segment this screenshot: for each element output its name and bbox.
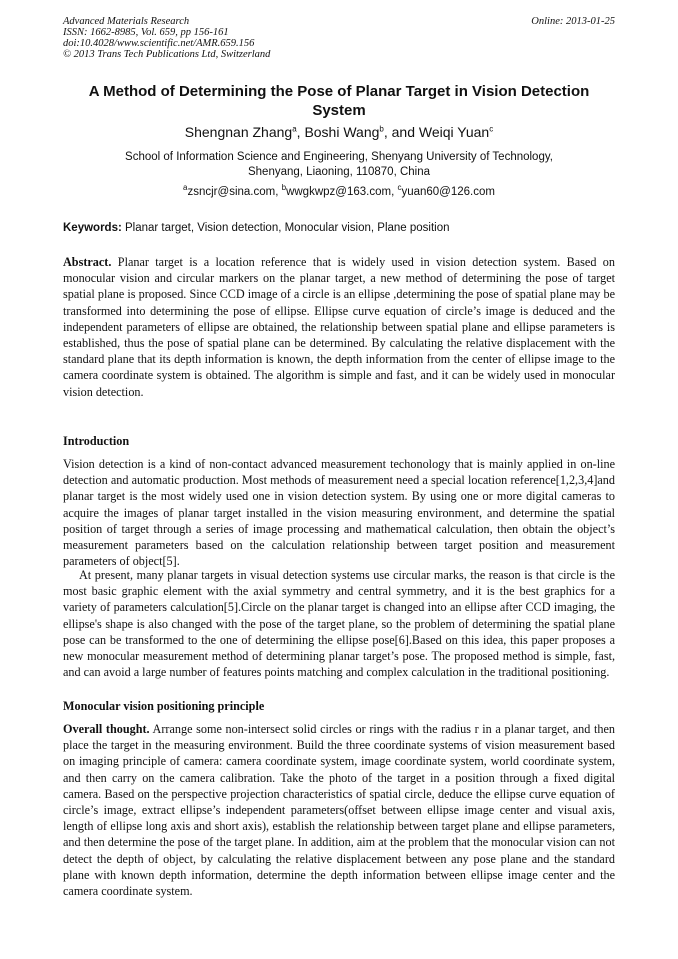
author-sup: a [292,124,297,134]
author-separator: , and [383,124,419,140]
paragraph-text: Arrange some non-intersect solid circles or rings with the radius r in a planar target, and then place the target in the measuring environment. Build the three coordinate systems of vision measurement based on imaging principle of camera: camera coordinate system, image coordinate system, world coordinate system, and then carry on the camera calibration. Take the photo of the target in a position through a fixed digital camera. Based on the perspective projection characteristics of spatial circle, deduce the ellipse curve equation of circle’s image, extract ellipse’s independent parameters(offset between ellipse image center and visual axis, length of ellipse long axis and short axis), establish the relationship between target plane and ellipse parameters, and then determine the pose of the target plane. In addition, aim at the problem that the monocular vision can not detect the depth of object, by calculating the relative displacement between any pose plane and the standard plane with known depth information, determine the depth information between ellipse image center and the camera coordinate system. [63,722,615,899]
keywords-text: Planar target, Vision detection, Monocular vision, Plane position [121,222,450,234]
email-separator: , [275,186,282,198]
overall-thought-paragraph [63,721,615,899]
abstract-text: Planar target is a location reference that is widely used in vision detection system. Based on monocular vision and circular markers on the planar target, a new method of determining the pose of target spatial plane is proposed. Since CCD image of a circle is an ellipse ,determining the pose of spatial plane may be transformed into determining the pose of ellipse. Ellipse curve equation of circle’s image is deduced and the independent parameters of ellipse are obtained, the relationship between spatial plane and ellipse parameters is established, thus the pose of spatial plane can be determined. By calculating the relative displacement with the standard plane that its depth information is known, the depth information from the center of ellipse image to the camera coordinate system is obtained. The algorithm is simple and fast, and it can be widely used in monocular vision detection. [63,255,615,399]
paragraph-lead: Overall thought. [63,722,150,736]
abstract [63,254,615,400]
author-sup: c [489,124,494,134]
author-name: Shengnan Zhang [184,124,293,140]
online-date: Online: 2013-01-25 [531,16,615,27]
introduction-heading: Introduction [63,434,130,448]
affiliation-line: Shenyang, Liaoning, 110870, China [247,166,431,178]
email-sup: b [281,183,287,193]
email-list [63,185,615,200]
author-sup: b [379,124,384,134]
email-separator: , [391,186,398,198]
journal-copyright: © 2013 Trans Tech Publications Ltd, Switzerland [63,49,271,60]
email-address: yuan60@126.com [401,186,495,198]
introduction-paragraph: Vision detection is a kind of non-contact advanced measurement techonology that is mainly applied in on-line detection and automatic production. Most methods of measurement need a special location reference[1,2,3,4]and planar target is the most widely used one in vision detection system. By using one or more digital cameras to acquire the images of planar target installed in the vision measuring environment, and determine the spatial position of target through a series of image processing and mathematical calculation, then obtain the object’s measurement parameters based on the calculation relationship between target position and measurement parameters of object[5]. [63,457,615,569]
abstract-label: Abstract. [63,255,112,269]
introduction-paragraph: At present, many planar targets in visual detection systems use circular marks, the reason is that circle is the most basic graphic element with the axial symmetry and central symmetry, and it is the best graphics for a variety of parameters calculation[5].Circle on the planar target is changed into an ellipse after CCD imaging, the ellipse's shape is also changed with the pose of the target plane, so the problem of determining the spatial plane pose can be transformed to the one of determining the ellipse pose[6].Based on this idea, this paper proposes a new monocular measurement method of determining planar target’s pose. The proposed method is simple, fast, and can avoid a large number of features points matching and complex calculation in the traditional positioning. [63,568,615,680]
email-address: zsncjr@sina.com [187,186,276,198]
journal-doi: doi:10.4028/www.scientific.net/AMR.659.156 [63,38,255,49]
affiliation-line: School of Information Science and Engineering, Shenyang University of Technology, [125,151,553,163]
journal-issn: ISSN: 1662-8985, Vol. 659, pp 156-161 [63,27,229,38]
keywords-label: Keywords: [63,222,122,234]
author-name: Weiqi Yuan [418,124,490,140]
paper-title: A Method of Determining the Pose of Planar Target in Vision Detection System [88,83,590,119]
journal-header [63,16,615,60]
author-separator: , [296,124,305,140]
keywords [63,221,615,236]
affiliation [63,150,615,180]
email-sup: a [183,183,188,193]
author-list [63,123,615,141]
section-heading: Monocular vision positioning principle [63,699,265,713]
email-address: wwgkwpz@163.com [286,186,392,198]
author-name: Boshi Wang [304,124,380,140]
email-sup: c [397,183,402,193]
journal-name: Advanced Materials Research [63,16,190,27]
